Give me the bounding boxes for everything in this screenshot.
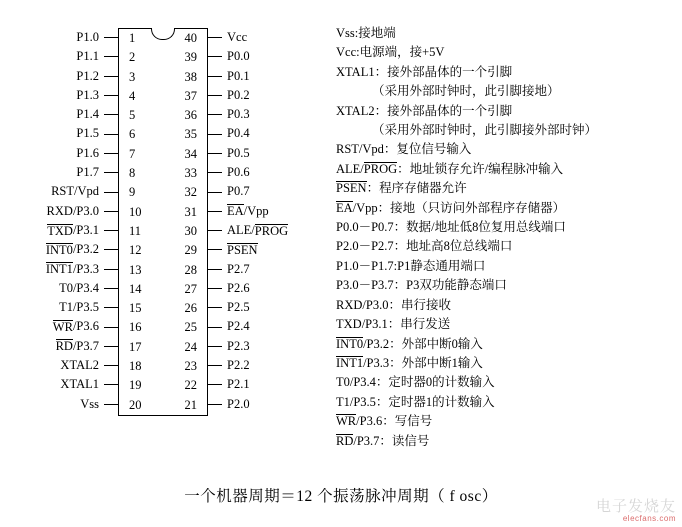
watermark-sub-text: elecfans.com — [622, 514, 676, 523]
pin-label-right: Vcc — [227, 30, 248, 44]
pin-label-left: P1.5 — [76, 126, 99, 141]
pin-label-left: P1.7 — [76, 165, 99, 180]
pin-lead — [208, 240, 222, 259]
pin-label-left: XTAL1 — [60, 377, 99, 392]
pin-number: 25 — [184, 320, 197, 335]
left-pin-leads — [104, 28, 118, 414]
pin-description-line: RXD/P3.0：串行接收 — [336, 297, 451, 312]
pin-label-right: P2.0 — [227, 396, 250, 411]
pin-lead — [208, 124, 222, 143]
pin-description-line: XTAL2：接外部晶体的一个引脚 — [336, 103, 513, 118]
pin-number: 34 — [184, 146, 197, 161]
pin-lead — [104, 182, 118, 201]
pin-label-right: PSEN — [227, 242, 258, 257]
pin-lead — [208, 337, 222, 356]
pin-number: 38 — [184, 69, 197, 84]
pin-label-right: P0.5 — [227, 145, 250, 160]
pin-number: 33 — [184, 166, 197, 181]
pin-lead-line — [208, 384, 222, 385]
pin-lead-line — [104, 307, 118, 308]
pin-lead-line — [104, 269, 118, 270]
pin-lead — [208, 356, 222, 375]
pin-label-right: ALE/ PROG — [227, 222, 289, 238]
pin-label-left: P1.0 — [76, 30, 99, 44]
pin-description-list — [336, 24, 676, 451]
right-pin-numbers — [163, 29, 207, 415]
pin-label-right: EA /Vpp — [227, 203, 269, 219]
right-pin-labels — [222, 28, 323, 414]
pin-lead — [208, 144, 222, 163]
pin-description-line: T1/P3.5：定时器1的计数输入 — [336, 394, 495, 409]
pin-lead — [208, 298, 222, 317]
pin-number: 1 — [129, 31, 136, 45]
pin-lead-line — [104, 192, 118, 193]
pin-lead-line — [208, 114, 222, 115]
pin-lead — [104, 356, 118, 375]
pin-lead-line — [208, 37, 222, 38]
right-pin-leads — [208, 28, 222, 414]
pin-lead-line — [104, 153, 118, 154]
pin-lead-line — [208, 249, 222, 250]
pin-lead — [104, 86, 118, 105]
pin-lead — [104, 67, 118, 86]
pin-lead-line — [208, 76, 222, 77]
pin-number: 6 — [129, 127, 136, 142]
left-pin-numbers — [119, 29, 163, 415]
pin-lead — [208, 317, 222, 336]
pin-lead-line — [208, 327, 222, 328]
pin-label-left: INT0 /P3.2 — [45, 242, 99, 257]
pin-label-right: P2.1 — [227, 377, 250, 392]
pin-lead — [104, 375, 118, 394]
pin-lead-line — [104, 288, 118, 289]
pin-lead — [104, 279, 118, 298]
pin-lead-line — [208, 153, 222, 154]
pin-number: 7 — [129, 146, 136, 161]
pin-number: 17 — [129, 339, 142, 354]
pin-lead-line — [208, 230, 222, 231]
pin-label-right: P2.6 — [227, 280, 250, 295]
pin-lead-line — [104, 249, 118, 250]
pin-label-left: RXD/P3.0 — [46, 203, 99, 218]
pin-lead — [208, 28, 222, 47]
pin-description-line: （采用外部时钟时，此引脚接外部时钟） — [372, 123, 598, 138]
pin-label-left: XTAL2 — [60, 358, 99, 373]
pin-label-right: P0.6 — [227, 165, 250, 180]
pin-lead-line — [104, 384, 118, 385]
pin-number: 37 — [184, 88, 197, 103]
pin-number: 27 — [184, 281, 197, 296]
pin-lead — [208, 221, 222, 240]
pin-lead-line — [208, 269, 222, 270]
pin-label-right: P0.0 — [227, 49, 250, 64]
pin-label-left: INT1 /P3.3 — [45, 261, 99, 277]
pin-lead — [208, 375, 222, 394]
chip-body — [118, 28, 208, 416]
pin-description-line: WR/P3.6：写信号 — [336, 414, 433, 429]
pin-lead-line — [104, 76, 118, 77]
pin-number: 5 — [129, 108, 136, 123]
pin-number: 18 — [129, 359, 142, 374]
pin-lead — [104, 124, 118, 143]
left-pin-labels — [3, 28, 104, 414]
pin-lead-line — [208, 288, 222, 289]
pin-lead-line — [104, 346, 118, 347]
pin-number: 36 — [184, 108, 197, 123]
pin-number: 30 — [184, 223, 197, 238]
pin-number: 28 — [184, 262, 197, 277]
pin-label-left: P1.6 — [76, 145, 99, 160]
pin-description-line: T0/P3.4：定时器0的计数输入 — [336, 375, 495, 390]
pin-label-left: WR /P3.6 — [52, 319, 99, 335]
pin-lead-line — [104, 211, 118, 212]
pin-lead-line — [208, 346, 222, 347]
pin-label-left: T0/P3.4 — [59, 280, 99, 295]
pin-label-right: P0.2 — [227, 87, 250, 102]
pin-description-line: EA/Vpp：接地（只访问外部程序存储器） — [336, 200, 566, 215]
pin-number: 2 — [129, 50, 136, 65]
pin-number: 23 — [184, 359, 197, 374]
pin-number: 11 — [129, 223, 142, 238]
pin-lead — [104, 395, 118, 414]
pin-number: 40 — [184, 31, 197, 45]
watermark — [596, 495, 676, 523]
pin-number: 14 — [129, 281, 142, 296]
pin-lead-line — [208, 172, 222, 173]
pin-number: 26 — [184, 301, 197, 316]
pin-description-line: Vcc:电源端，接+5V — [336, 45, 445, 60]
pin-label-right: P2.3 — [227, 338, 250, 353]
pin-lead-line — [104, 37, 118, 38]
pin-lead-line — [104, 95, 118, 96]
pin-lead — [208, 182, 222, 201]
pin-description-line: P3.0－P3.7：P3双功能静态端口 — [336, 278, 507, 293]
pin-number: 4 — [129, 88, 136, 103]
pin-number: 8 — [129, 166, 136, 181]
pin-number: 15 — [129, 301, 142, 316]
pin-description-line: P2.0－P2.7：地址高8位总线端口 — [336, 239, 513, 254]
watermark-main-text: 电子发烧友 — [595, 498, 676, 515]
pin-lead — [208, 260, 222, 279]
pin-number: 35 — [184, 127, 197, 142]
pin-label-left: T1/P3.5 — [59, 300, 99, 315]
pin-lead — [104, 105, 118, 124]
pin-label-left: RD /P3.7 — [55, 338, 99, 354]
pin-number: 12 — [129, 243, 142, 258]
pin-label-left: Vss — [80, 396, 99, 411]
pin-description-line: RST/Vpd：复位信号输入 — [336, 142, 472, 157]
pin-number: 39 — [184, 50, 197, 65]
pin-description-line: （采用外部时钟时，此引脚接地） — [372, 84, 560, 99]
pin-lead-line — [208, 211, 222, 212]
pin-label-left: TXD /P3.1 — [47, 222, 99, 238]
pin-number: 10 — [129, 204, 142, 219]
pin-lead — [104, 317, 118, 336]
pin-number: 9 — [129, 185, 136, 200]
pin-description-line: ALE/PROG：地址锁存允许/编程脉冲输入 — [336, 161, 564, 176]
pin-description-line: RD/P3.7：读信号 — [336, 433, 430, 448]
pin-label-right: P2.7 — [227, 261, 250, 276]
pin-number: 24 — [184, 339, 197, 354]
pin-number: 21 — [184, 397, 197, 412]
pin-description-line: P0.0－P0.7：数据/地址低8位复用总线端口 — [336, 220, 566, 235]
pin-lead — [104, 28, 118, 47]
pin-label-right: P0.3 — [227, 107, 250, 122]
pin-label-right: P0.4 — [227, 126, 250, 141]
pin-description-line: PSEN：程序存储器允许 — [336, 181, 467, 196]
pin-label-left: P1.3 — [76, 87, 99, 102]
pin-lead — [208, 395, 222, 414]
pin-lead — [104, 47, 118, 66]
pin-number: 16 — [129, 320, 142, 335]
pin-lead-line — [208, 404, 222, 405]
chip-pinout-diagram — [18, 28, 308, 416]
pin-lead — [104, 221, 118, 240]
pin-lead — [208, 202, 222, 221]
pin-number: 20 — [129, 397, 142, 412]
pin-lead — [208, 47, 222, 66]
pin-lead-line — [208, 192, 222, 193]
pin-description-line: Vss:接地端 — [336, 26, 396, 40]
pin-description-line: TXD/P3.1：串行发送 — [336, 317, 451, 332]
pin-lead-line — [208, 365, 222, 366]
diagram-caption: 一个机器周期＝12 个振荡脉冲周期（ f osc） — [184, 488, 498, 505]
pin-lead — [208, 67, 222, 86]
pin-lead-line — [208, 307, 222, 308]
pin-number: 19 — [129, 378, 142, 393]
pin-label-right: P2.5 — [227, 300, 250, 315]
pin-label-right: P0.7 — [227, 184, 250, 199]
pin-number: 13 — [129, 262, 142, 277]
pin-description-line: XTAL1：接外部晶体的一个引脚 — [336, 64, 513, 79]
pin-lead — [104, 144, 118, 163]
pin-lead — [208, 86, 222, 105]
pin-lead — [104, 240, 118, 259]
pin-lead-line — [104, 172, 118, 173]
pin-description-line: INT1/P3.3：外部中断1输入 — [336, 355, 483, 370]
pin-lead-line — [208, 95, 222, 96]
pin-label-left: P1.2 — [76, 68, 99, 83]
pin-lead-line — [104, 365, 118, 366]
pin-lead — [208, 163, 222, 182]
pin-lead-line — [104, 56, 118, 57]
pin-lead-line — [104, 404, 118, 405]
pin-label-left: RST/Vpd — [51, 184, 99, 199]
pin-number: 22 — [184, 378, 197, 393]
pin-description-line: INT0/P3.2：外部中断0输入 — [336, 336, 483, 351]
pin-description-line: P1.0－P1.7:P1静态通用端口 — [336, 258, 486, 273]
pin-lead-line — [104, 134, 118, 135]
pin-label-left: P1.4 — [76, 107, 99, 122]
chip-package — [18, 28, 308, 416]
pin-lead — [208, 105, 222, 124]
pin-lead — [104, 163, 118, 182]
pin-label-right: P0.1 — [227, 68, 250, 83]
pin-label-right: P2.2 — [227, 358, 250, 373]
pin-label-right: P2.4 — [227, 319, 250, 334]
pin-label-left: P1.1 — [76, 49, 99, 64]
pin-lead-line — [104, 230, 118, 231]
pin-lead-line — [104, 114, 118, 115]
pin-lead — [104, 260, 118, 279]
pin-number: 32 — [184, 185, 197, 200]
pin-lead — [208, 279, 222, 298]
pin-lead — [104, 337, 118, 356]
pin-lead-line — [104, 327, 118, 328]
pin-number: 29 — [184, 243, 197, 258]
pin-number: 3 — [129, 69, 136, 84]
pin-lead — [104, 298, 118, 317]
pin-lead-line — [208, 56, 222, 57]
pin-number: 31 — [184, 204, 197, 219]
pin-lead — [104, 202, 118, 221]
pin-lead-line — [208, 134, 222, 135]
